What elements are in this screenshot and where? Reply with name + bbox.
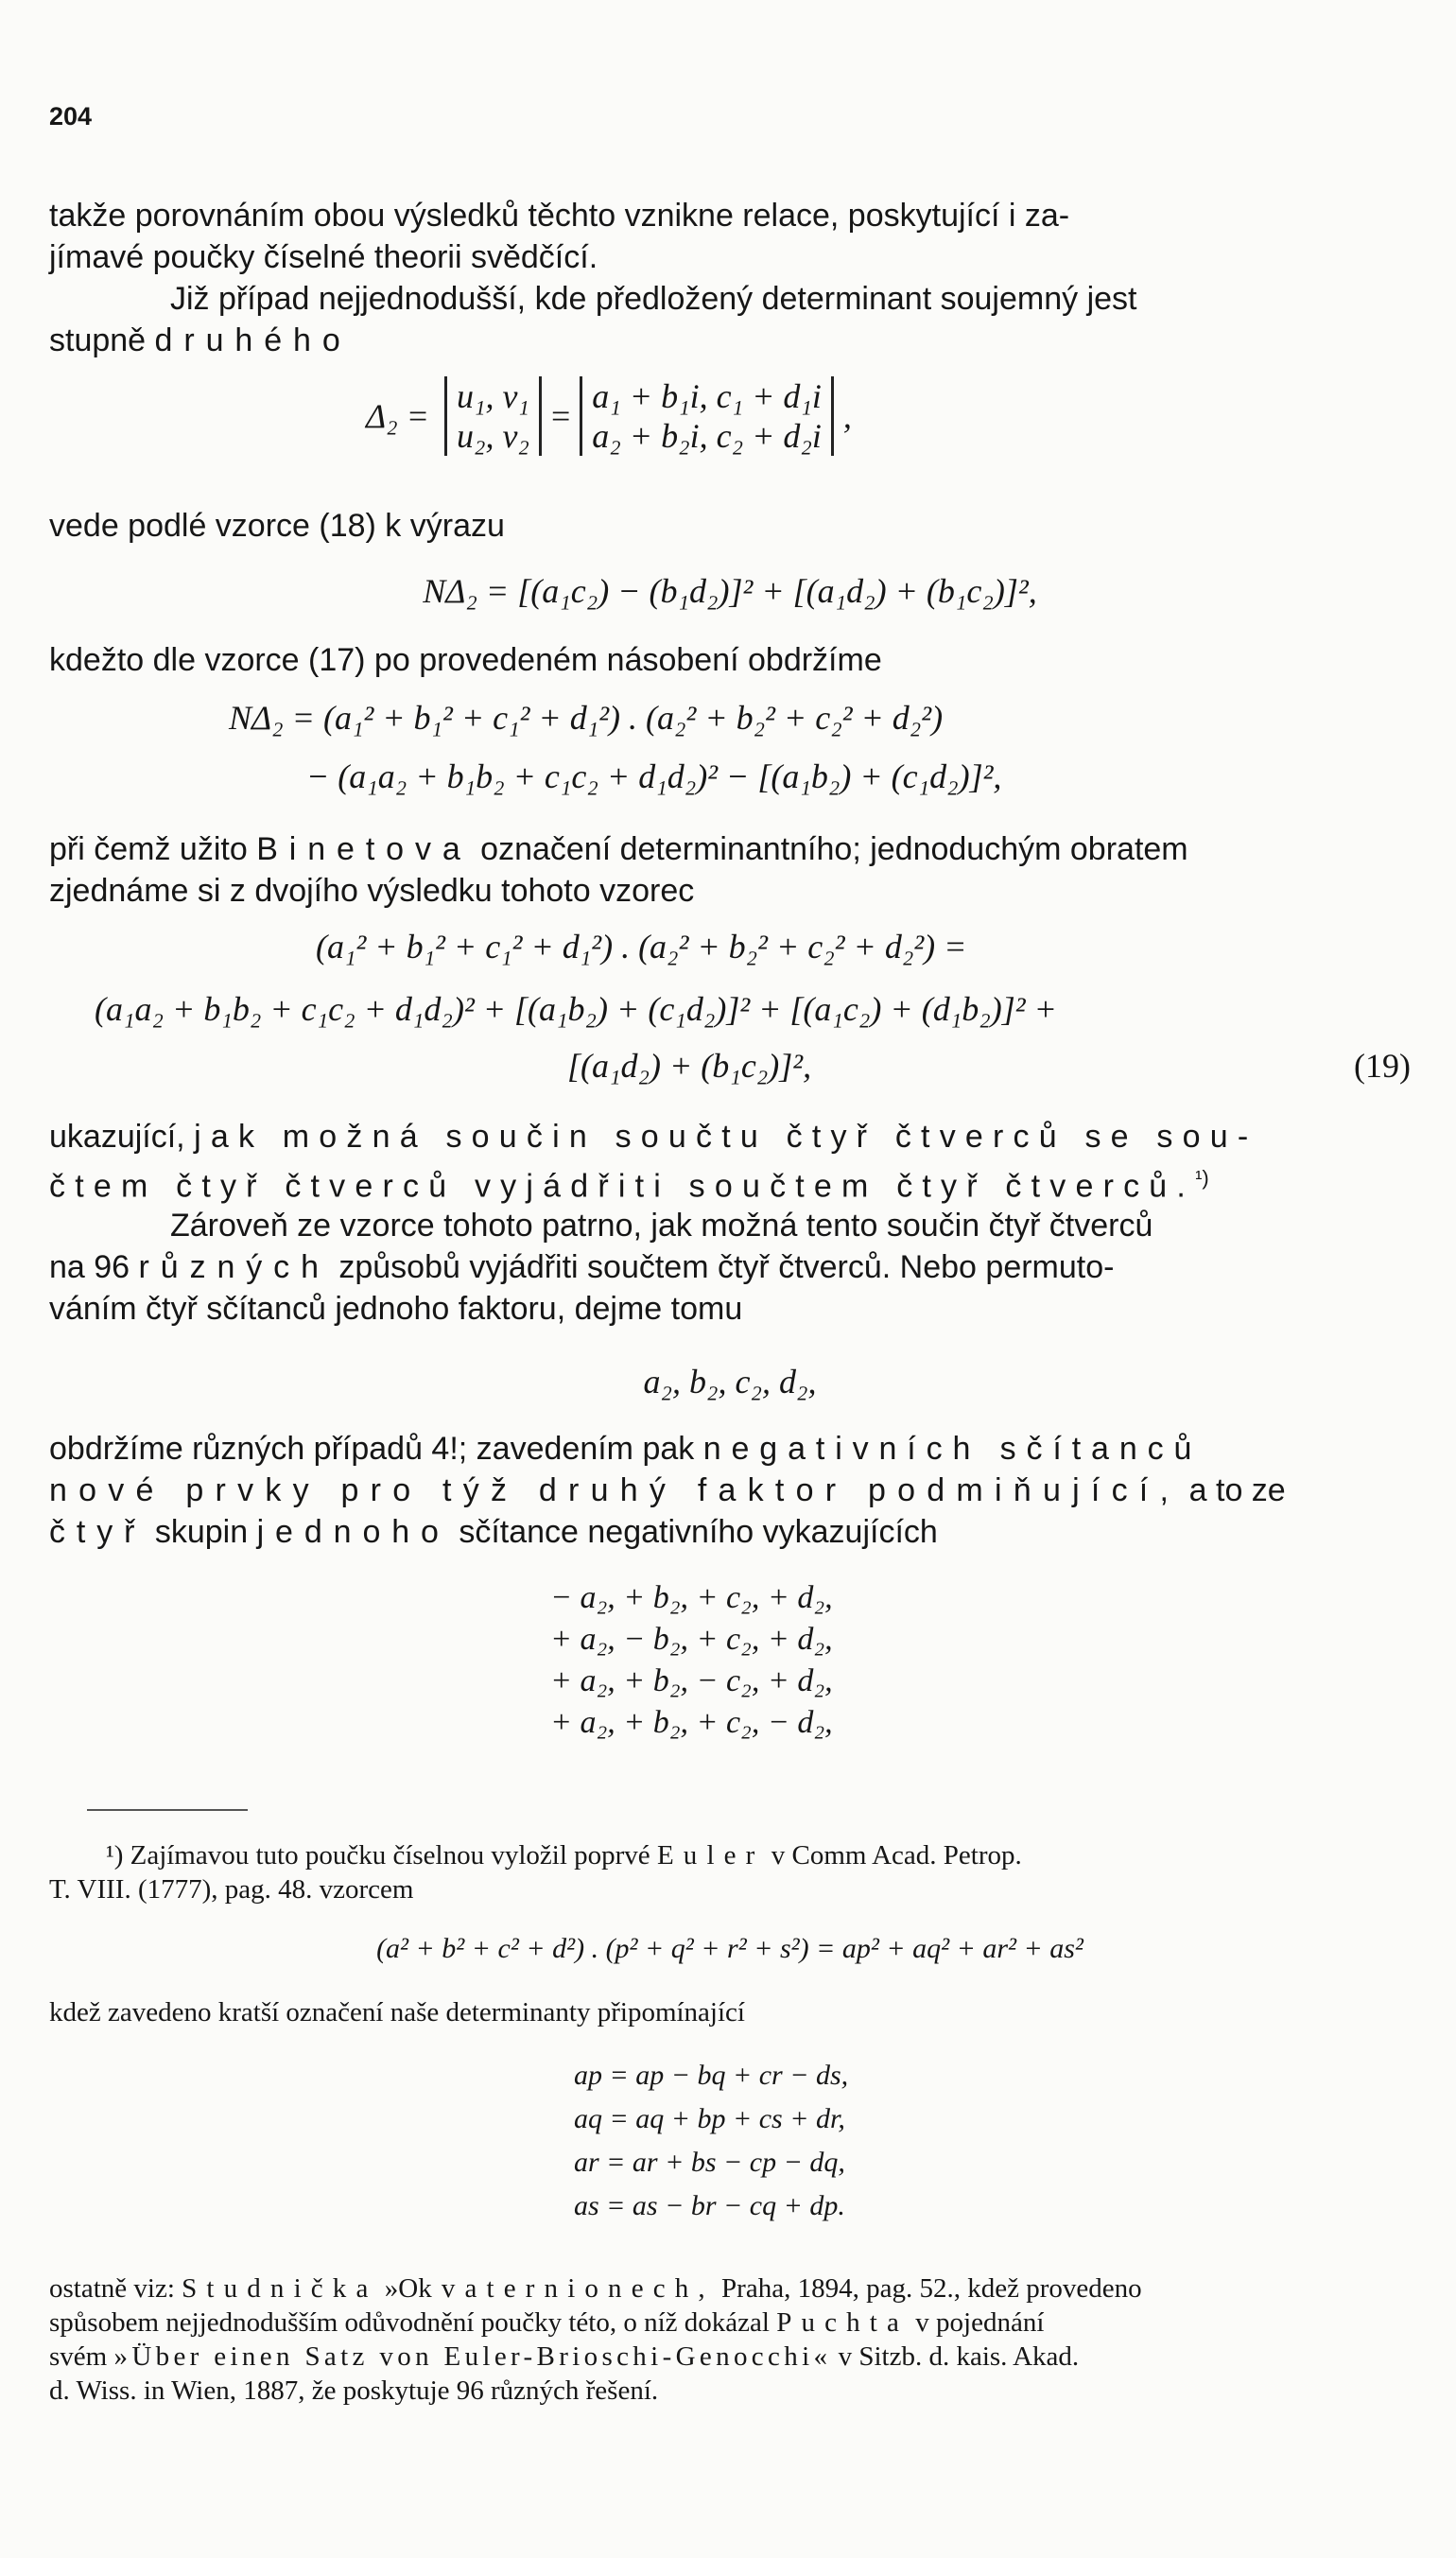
matrix-row: a₂ + b₂i, c₂ + d₂i [592,417,822,455]
paragraph-3 [49,505,1411,547]
text-line: jímavé poučky číselné theorii svědčící. [49,239,598,275]
sign-row: + a₂, − b₂, + c₂, + d₂, [550,1622,833,1657]
text-span: na 96 [49,1249,130,1285]
text-line [49,1246,1411,1288]
determinant-bar [831,376,834,456]
sign-system [550,1577,833,1744]
text-line: takže porovnáním obou výsledků těchto vznikne relace, poskytující i za- [49,198,1070,234]
text-span: ¹) Zajímavou tuto poučku číselnou vyložil poprvé [106,1840,650,1871]
spaced-text: negativních sčítanců [702,1431,1203,1467]
equation-17b: − (a₁a₂ + b₁b₂ + c₁c₂ + d₁d₂)² − [(a₁b₂) + (c₁d₂)]², [306,757,1002,795]
determinant-bar [539,376,542,456]
equation-19-line-3: [(a₁d₂) + (b₁c₂)]², [567,1047,812,1085]
sign-row: − a₂, + b₂, + c₂, + d₂, [550,1580,833,1615]
text-line [49,1511,1411,1553]
sign-row: + a₂, + b₂, − c₂, + d₂, [550,1663,833,1698]
determinant-column-2 [592,376,822,456]
page-number: 204 [49,102,93,131]
paragraph-5 [49,828,1411,912]
text-span: obdržíme různých případů 4!; zavedením pak [49,1431,695,1467]
paragraph-2 [49,278,1411,361]
text-span: označení determinantního; jednoduchým obratem [480,831,1188,867]
determinant-equation [366,376,852,456]
text-line [49,320,1411,361]
paragraph-7 [49,1205,1411,1330]
text-span: spůsobem nejjednodušším odůvodnění poučky této, o níž dokázal [49,2307,770,2338]
text-line [49,1428,1411,1470]
footnote-references [49,2271,1411,2408]
spaced-word: různých [138,1249,330,1285]
spaced-word: kvaternionech, [418,2273,715,2304]
definition-row: aq = aq + bp + cs + dr, [574,2103,845,2134]
spaced-text: nové prvky pro týž druhý faktor podmiňující, [49,1472,1181,1508]
spaced-word: Binetova [256,831,472,867]
spaced-word: jednoho [256,1514,450,1550]
spaced-word: Puchta [776,2307,910,2338]
footnote-line [49,2340,1411,2374]
paragraph-1 [49,195,1411,278]
text-line [49,1470,1411,1511]
footnote-line: kdež zavedeno kratší označení naše determinanty připomínající [49,1997,745,2027]
text-span: skupin [154,1514,249,1550]
paragraph-4 [49,639,1411,681]
paragraph-6 [49,1116,1411,1207]
text-line: Zároveň ze vzorce tohoto patrno, jak možná tento součin čtyř čtverců [170,1208,1153,1244]
footnote-marker: ¹) [1195,1166,1209,1190]
text-line [49,1116,1411,1157]
equation-number: (19) [1354,1047,1411,1085]
text-span: v pojednání [915,2307,1045,2338]
spaced-text: »Über einen Satz von Euler-Brioschi-Genocchi« [113,2341,832,2372]
text-span: stupně [49,322,147,358]
text-line: Již případ nejjednodušší, kde předložený determinant soujemný jest [170,281,1137,317]
paragraph-8 [49,1428,1411,1553]
eq-tail: , [842,397,852,435]
spaced-word: Studnička [182,2273,378,2304]
footnote-rule [87,1809,248,1811]
determinant-bar [444,376,447,456]
footnote-line [49,1838,1411,1872]
spaced-word: čtyř [49,1514,147,1550]
matrix-row: u₂, v₂ [456,417,529,455]
text-line: vede podlé vzorce (18) k výrazu [49,508,505,544]
text-line [49,1157,1411,1207]
text-line: kdežto dle vzorce (17) po provedeném násobení obdržíme [49,642,882,678]
text-line [49,828,1411,870]
footnote-line: d. Wiss. in Wien, 1887, že poskytuje 96 různých řešení. [49,2375,659,2406]
footnote-line: T. VIII. (1777), pag. 48. vzorcem [49,1874,414,1905]
text-span: ostatně viz: [49,2273,175,2304]
text-span: při čemž užito [49,831,248,867]
determinant-column-1 [457,376,529,456]
eq-mid: = [550,397,571,435]
text-span: Praha, 1894, pag. 52., kdež provedeno [721,2273,1142,2304]
text-span: v Sitzb. d. kais. Akad. [838,2341,1080,2372]
definition-row: ar = ar + bs − cp − dq, [574,2147,845,2178]
text-span: »O [384,2273,419,2304]
footnote-line [49,2271,1411,2306]
text-span: svém [49,2341,108,2372]
text-line: váním čtyř sčítanců jednoho faktoru, dejme tomu [49,1291,743,1327]
definition-row: as = as − br − cq + dp. [574,2190,845,2221]
text-line: zjednáme si z dvojího výsledku tohoto vzorec [49,873,695,909]
footnote-text [49,1995,1411,2029]
matrix-row: u₁, v₁ [456,377,529,415]
equation-19-line-1: (a₁² + b₁² + c₁² + d₁²) . (a₂² + b₂² + c₂² + d₂²) = [316,928,967,966]
determinant-bar [580,376,582,456]
text-span: ukazující, [49,1119,185,1155]
matrix-row: a₁ + b₁i, c₁ + d₁i [592,377,822,415]
spaced-text: čtem čtyř čtverců vyjádřiti součtem čtyř čtverců. [49,1168,1196,1205]
definition-row: ap = ap − bq + cr − ds, [574,2060,849,2091]
footnote-definitions [574,2054,848,2228]
spaced-word: druhého [154,322,352,358]
factor-terms: a₂, b₂, c₂, d₂, [643,1363,817,1401]
spaced-word: Euler [656,1840,765,1871]
text-span: v Comm Acad. Petrop. [771,1840,1022,1871]
eq-lhs: Δ₂ = [366,397,429,435]
equation-norm: NΔ₂ = [(a₁c₂) − (b₁d₂)]² + [(a₁d₂) + (b₁c₂)]², [423,572,1037,610]
text-span: způsobů vyjádřiti součtem čtyř čtverců. Nebo permuto- [338,1249,1115,1285]
equation-19-line-2: (a₁a₂ + b₁b₂ + c₁c₂ + d₁d₂)² + [(a₁b₂) + (c₁d₂)]² + [(a₁c₂) + (d₁b₂)]² + [95,990,1057,1028]
footnote [49,1838,1411,1906]
spaced-text: jak možná součin součtu čtyř čtverců se sou- [194,1119,1258,1155]
text-span: sčítance negativního vykazujících [459,1514,938,1550]
page [49,0,1411,2558]
text-span: a to ze [1188,1472,1286,1508]
footnote-line [49,2306,1411,2340]
footnote-equation: (a² + b² + c² + d²) . (p² + q² + r² + s²) = ap² + aq² + ar² + as² [376,1933,1083,1964]
sign-row: + a₂, + b₂, + c₂, − d₂, [550,1705,833,1740]
equation-17a: NΔ₂ = (a₁² + b₁² + c₁² + d₁²) . (a₂² + b₂² + c₂² + d₂²) [229,699,944,737]
